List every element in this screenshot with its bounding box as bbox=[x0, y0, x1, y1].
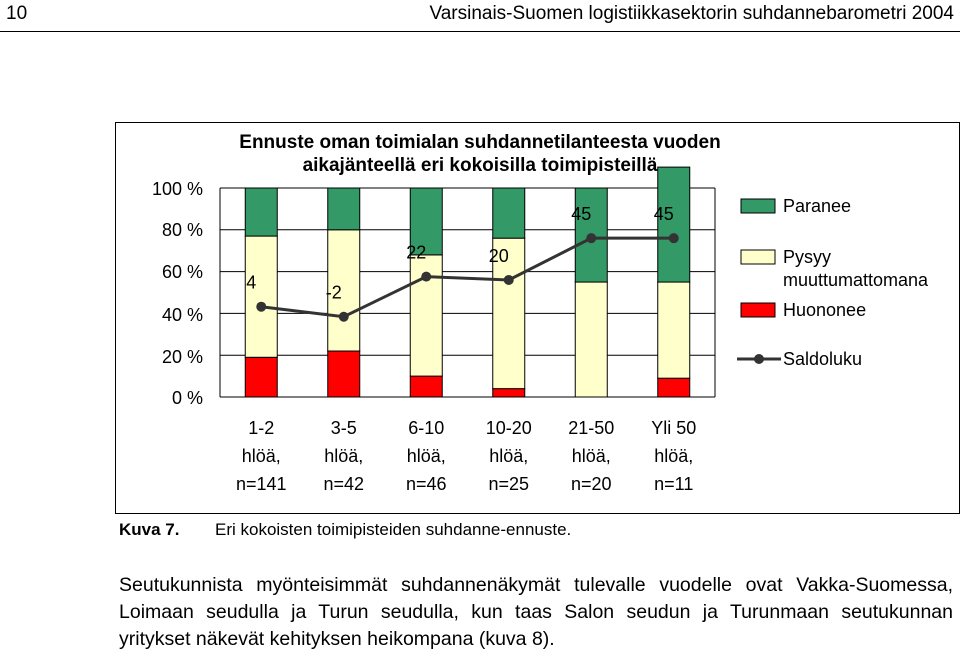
y-tick-label: 100 % bbox=[151, 179, 203, 199]
running-title: Varsinais-Suomen logistiikkasektorin suhdannebarometri 2004 bbox=[429, 3, 954, 24]
x-tick-label: n=25 bbox=[488, 474, 530, 494]
legend-swatch bbox=[741, 250, 775, 264]
chart-title-line: Ennuste oman toimialan suhdannetilanteesta vuoden bbox=[239, 132, 721, 153]
bar-segment bbox=[328, 351, 360, 397]
legend-swatch bbox=[741, 199, 775, 213]
chart-title-line: aikajänteellä eri kokoisilla toimipisteillä bbox=[302, 155, 658, 176]
x-tick-label: 21-50 bbox=[568, 418, 615, 438]
bar-segment bbox=[658, 378, 690, 397]
x-tick-label: hlöä, bbox=[571, 446, 611, 466]
saldoluku-data-label: 4 bbox=[246, 272, 257, 293]
x-tick-label: n=141 bbox=[235, 474, 287, 494]
saldoluku-point bbox=[586, 233, 596, 243]
saldoluku-data-label: 45 bbox=[571, 204, 592, 225]
body-paragraph-text: Seutukunnista myönteisimmät suhdannenäkymät tulevalle vuodelle ovat Vakka-Suomessa, Loimaan seudulla ja Turun seudulla, kun taas Salon seudun ja Turunmaan seutukunnan yritykset näkevät kehityksen heikompana (kuva 8). bbox=[119, 574, 953, 650]
x-tick-label: 3-5 bbox=[330, 418, 357, 438]
x-tick-label: Yli 50 bbox=[651, 418, 697, 438]
x-tick-label: hlöä, bbox=[324, 446, 364, 466]
bar-segment bbox=[245, 357, 277, 397]
x-tick-label: n=11 bbox=[654, 474, 694, 494]
saldoluku-point bbox=[339, 312, 349, 322]
y-tick-label: 0 % bbox=[171, 388, 203, 408]
saldoluku-data-label: 45 bbox=[653, 204, 674, 225]
y-tick-label: 80 % bbox=[161, 220, 203, 240]
bar-segment bbox=[410, 376, 442, 397]
figure-label: Kuva 7. bbox=[119, 520, 180, 539]
y-tick-label: 60 % bbox=[161, 262, 203, 282]
y-tick-label: 40 % bbox=[161, 305, 203, 325]
saldoluku-data-label: 20 bbox=[488, 245, 509, 266]
x-tick-label: 10-20 bbox=[485, 418, 532, 438]
bar-segment bbox=[493, 389, 525, 397]
bar-segment bbox=[245, 236, 277, 357]
saldoluku-point bbox=[504, 275, 514, 285]
figure-caption: Eri kokoisten toimipisteiden suhdanne-ennuste. bbox=[215, 520, 572, 539]
saldoluku-point bbox=[421, 272, 431, 282]
legend-label: Paranee bbox=[783, 196, 852, 216]
saldoluku-data-label: 22 bbox=[406, 242, 427, 263]
x-tick-label: 6-10 bbox=[408, 418, 445, 438]
x-tick-label: hlöä, bbox=[406, 446, 446, 466]
body-paragraph bbox=[119, 572, 953, 653]
page-number: 10 bbox=[6, 3, 28, 24]
legend-label: Huononee bbox=[783, 300, 867, 320]
bar-segment bbox=[493, 188, 525, 238]
legend-label: Saldoluku bbox=[783, 349, 863, 369]
x-tick-label: hlöä, bbox=[241, 446, 281, 466]
bar-segment bbox=[328, 188, 360, 230]
legend-label: muuttumattomana bbox=[783, 270, 929, 290]
x-tick-label: n=20 bbox=[570, 474, 612, 494]
y-tick-label: 20 % bbox=[161, 347, 203, 367]
x-tick-label: n=42 bbox=[323, 474, 365, 494]
x-tick-label: n=46 bbox=[405, 474, 447, 494]
saldoluku-line bbox=[261, 238, 674, 317]
bar-segment bbox=[658, 282, 690, 378]
saldoluku-point bbox=[669, 233, 679, 243]
bar-segment bbox=[658, 167, 690, 282]
legend-marker bbox=[754, 354, 764, 364]
legend-label: Pysyy bbox=[783, 247, 832, 267]
bar-segment bbox=[575, 282, 607, 397]
saldoluku-point bbox=[256, 302, 266, 312]
x-tick-label: hlöä, bbox=[654, 446, 694, 466]
x-tick-label: hlöä, bbox=[489, 446, 529, 466]
legend-swatch bbox=[741, 303, 775, 317]
x-tick-label: 1-2 bbox=[248, 418, 275, 438]
saldoluku-data-label: -2 bbox=[325, 282, 342, 303]
bar-segment bbox=[245, 188, 277, 236]
